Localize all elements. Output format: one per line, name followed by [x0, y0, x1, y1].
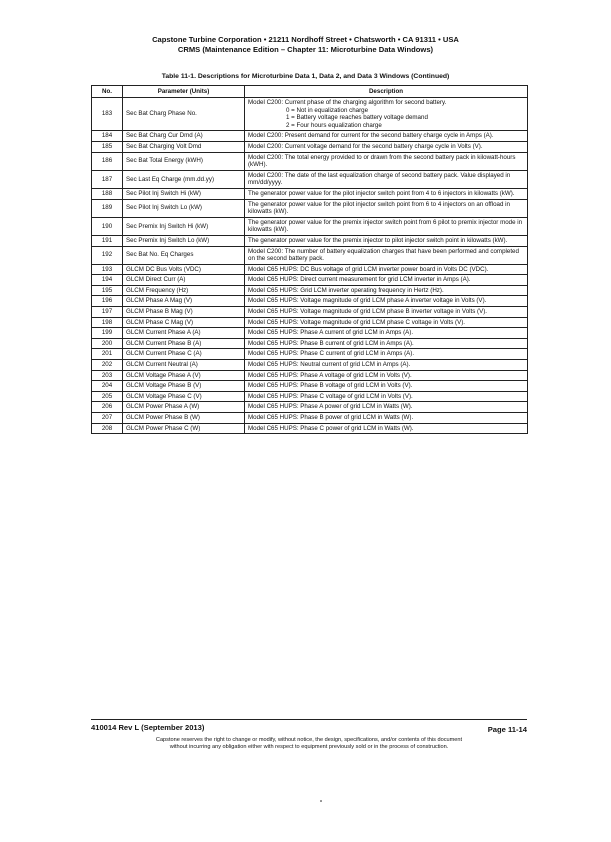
- row-description: Model C65 HUPS: DC Bus voltage of grid LCM inverter power board in Volts DC (VDC).: [245, 264, 528, 275]
- row-parameter: GLCM Phase B Mag (V): [123, 307, 245, 318]
- row-number: 190: [92, 217, 123, 235]
- row-number: 183: [92, 98, 123, 131]
- row-description: Model C65 HUPS: Direct current measurement for grid LCM inverter in Amps (A).: [245, 275, 528, 286]
- row-description: [245, 98, 528, 131]
- row-description: The generator power value for the pilot injector switch point from 4 to 6 injectors in kilowatts (kW).: [245, 188, 528, 199]
- row-description: The generator power value for the pilot injector switch point from 6 to 4 injectors on an offload in kilowatts (kW).: [245, 199, 528, 217]
- description-text: Model C200: Current phase of the charging algorithm for second battery.: [248, 99, 447, 106]
- table-row: [92, 188, 528, 199]
- row-parameter: Sec Bat Charg Cur Dmd (A): [123, 131, 245, 142]
- table-row: [92, 370, 528, 381]
- table-row: [92, 381, 528, 392]
- row-description: Model C65 HUPS: Phase A power of grid LCM in Watts (W).: [245, 402, 528, 413]
- row-number: 191: [92, 235, 123, 246]
- table-row: [92, 285, 528, 296]
- table-row: [92, 235, 528, 246]
- row-number: 196: [92, 296, 123, 307]
- row-parameter: GLCM Current Phase C (A): [123, 349, 245, 360]
- row-number: 202: [92, 360, 123, 371]
- row-parameter: Sec Bat Total Energy (kWH): [123, 152, 245, 170]
- row-number: 201: [92, 349, 123, 360]
- row-number: 206: [92, 402, 123, 413]
- row-number: 205: [92, 391, 123, 402]
- header-company-line: Capstone Turbine Corporation • 21211 Nordhoff Street • Chatsworth • CA 91311 • USA: [152, 35, 459, 44]
- row-description: Model C200: Present demand for current for the second battery charge cycle in Amps (A).: [245, 131, 528, 142]
- table-row: [92, 391, 528, 402]
- row-parameter: Sec Last Eq Charge (mm.dd.yy): [123, 170, 245, 188]
- row-number: 198: [92, 317, 123, 328]
- row-parameter: GLCM Current Neutral (A): [123, 360, 245, 371]
- row-number: 197: [92, 307, 123, 318]
- row-parameter: Sec Bat Charg Phase No.: [123, 98, 245, 131]
- row-parameter: GLCM Power Phase B (W): [123, 413, 245, 424]
- table-row: [92, 296, 528, 307]
- row-number: 194: [92, 275, 123, 286]
- row-description: Model C65 HUPS: Neutral current of grid LCM in Amps (A).: [245, 360, 528, 371]
- table-row: [92, 328, 528, 339]
- table-row: [92, 360, 528, 371]
- header-manual-line: CRMS (Maintenance Edition – Chapter 11: Microturbine Data Windows): [177, 45, 434, 54]
- row-description: The generator power value for the premix injector switch point from 6 pilot to premix injector mode in kilowatts (kW).: [245, 217, 528, 235]
- row-number: 200: [92, 338, 123, 349]
- row-parameter: GLCM Direct Curr (A): [123, 275, 245, 286]
- table-row: [92, 423, 528, 434]
- table-row: [92, 131, 528, 142]
- footer-divider: [91, 719, 527, 720]
- row-parameter: Sec Bat Charging Volt Dmd: [123, 141, 245, 152]
- row-description: Model C65 HUPS: Phase C current of grid LCM in Amps (A).: [245, 349, 528, 360]
- row-parameter: GLCM Phase C Mag (V): [123, 317, 245, 328]
- row-number: 193: [92, 264, 123, 275]
- table-row: [92, 170, 528, 188]
- row-parameter: GLCM Voltage Phase C (V): [123, 391, 245, 402]
- row-number: 203: [92, 370, 123, 381]
- row-parameter: GLCM Voltage Phase B (V): [123, 381, 245, 392]
- row-number: 208: [92, 423, 123, 434]
- table-row: [92, 152, 528, 170]
- phase-option-0: 0 = Not in equalization charge: [286, 106, 369, 114]
- table-row: [92, 349, 528, 360]
- page-number: Page 11-14: [487, 725, 527, 734]
- row-description: Model C200: The number of battery equalization charges that have been performed and completed on the second battery pack.: [245, 246, 528, 264]
- row-description: Model C65 HUPS: Phase B voltage of grid LCM in Volts (V).: [245, 381, 528, 392]
- row-description: Model C65 HUPS: Phase A voltage of grid LCM in Volts (V).: [245, 370, 528, 381]
- phase-option-1: 1 = Battery voltage reaches battery voltage demand: [286, 114, 428, 122]
- table-row: [92, 338, 528, 349]
- row-number: 189: [92, 199, 123, 217]
- row-description: Model C200: Current voltage demand for the second battery charge cycle in Volts (V).: [245, 141, 528, 152]
- page-header: [0, 35, 611, 55]
- row-number: 199: [92, 328, 123, 339]
- row-number: 207: [92, 413, 123, 424]
- row-description: Model C65 HUPS: Phase C power of grid LCM in Watts (W).: [245, 423, 528, 434]
- row-parameter: GLCM Phase A Mag (V): [123, 296, 245, 307]
- table-row: [92, 141, 528, 152]
- table-header-row: [92, 86, 528, 98]
- table-row: [92, 199, 528, 217]
- row-description: Model C65 HUPS: Voltage magnitude of grid LCM phase C voltage in Volts (V).: [245, 317, 528, 328]
- row-description: Model C65 HUPS: Voltage magnitude of grid LCM phase B inverter voltage in Volts (V).: [245, 307, 528, 318]
- descriptions-table: [91, 85, 528, 434]
- table-caption: Table 11-1. Descriptions for Microturbine Data 1, Data 2, and Data 3 Windows (Continued): [161, 73, 450, 80]
- row-description: Model C65 HUPS: Phase C voltage of grid LCM in Volts (V).: [245, 391, 528, 402]
- row-description: Model C65 HUPS: Phase A current of grid LCM in Amps (A).: [245, 328, 528, 339]
- row-number: 187: [92, 170, 123, 188]
- row-number: 192: [92, 246, 123, 264]
- row-parameter: Sec Pilot Inj Switch Lo (kW): [123, 199, 245, 217]
- row-parameter: Sec Premix Inj Switch Hi (kW): [123, 217, 245, 235]
- disclaimer: [91, 737, 527, 751]
- row-parameter: GLCM Power Phase C (W): [123, 423, 245, 434]
- table-row: [92, 402, 528, 413]
- row-number: 188: [92, 188, 123, 199]
- row-description: Model C200: The date of the last equalization charge of second battery pack. Value displayed in mm/dd/yyyy.: [245, 170, 528, 188]
- table-row: [92, 307, 528, 318]
- row-parameter: GLCM Current Phase B (A): [123, 338, 245, 349]
- document-revision: 410014 Rev L (September 2013): [91, 723, 205, 732]
- row-parameter: GLCM Voltage Phase A (V): [123, 370, 245, 381]
- table-row: [92, 264, 528, 275]
- row-description: Model C200: The total energy provided to or drawn from the second battery pack in kilowatt-hours (kWH).: [245, 152, 528, 170]
- row-parameter: Sec Pilot Inj Switch Hi (kW): [123, 188, 245, 199]
- row-description: Model C65 HUPS: Voltage magnitude of grid LCM phase A inverter voltage in Volts (V).: [245, 296, 528, 307]
- header-no: No.: [92, 86, 123, 98]
- table-row: [92, 413, 528, 424]
- table-row: [92, 217, 528, 235]
- row-number: 195: [92, 285, 123, 296]
- row-number: 186: [92, 152, 123, 170]
- scan-speck: [320, 800, 322, 802]
- row-parameter: GLCM Frequency (Hz): [123, 285, 245, 296]
- row-number: 204: [92, 381, 123, 392]
- row-parameter: GLCM Current Phase A (A): [123, 328, 245, 339]
- row-parameter: Sec Premix Inj Switch Lo (kW): [123, 235, 245, 246]
- table-row: [92, 275, 528, 286]
- table-row: [92, 98, 528, 131]
- row-parameter: Sec Bat No. Eq Charges: [123, 246, 245, 264]
- header-description: Description: [245, 86, 528, 98]
- disclaimer-line-1: Capstone reserves the right to change or modify, without notice, the design, specifications, and/or contents of this document: [155, 737, 463, 743]
- header-parameter: Parameter (Units): [123, 86, 245, 98]
- row-description: Model C65 HUPS: Grid LCM inverter operating frequency in Hertz (Hz).: [245, 285, 528, 296]
- row-description: The generator power value for the premix injector to pilot injector switch point in kilowatts (kW).: [245, 235, 528, 246]
- row-number: 185: [92, 141, 123, 152]
- disclaimer-line-2: without incurring any obligation either with respect to equipment previously sold or in the process of construction.: [169, 744, 449, 750]
- row-number: 184: [92, 131, 123, 142]
- table-row: [92, 246, 528, 264]
- row-description: Model C65 HUPS: Phase B current of grid LCM in Amps (A).: [245, 338, 528, 349]
- phase-option-2: 2 = Four hours equalization charge: [286, 121, 382, 129]
- table-row: [92, 317, 528, 328]
- row-parameter: GLCM Power Phase A (W): [123, 402, 245, 413]
- row-description: Model C65 HUPS: Phase B power of grid LCM in Watts (W).: [245, 413, 528, 424]
- row-parameter: GLCM DC Bus Volts (VDC): [123, 264, 245, 275]
